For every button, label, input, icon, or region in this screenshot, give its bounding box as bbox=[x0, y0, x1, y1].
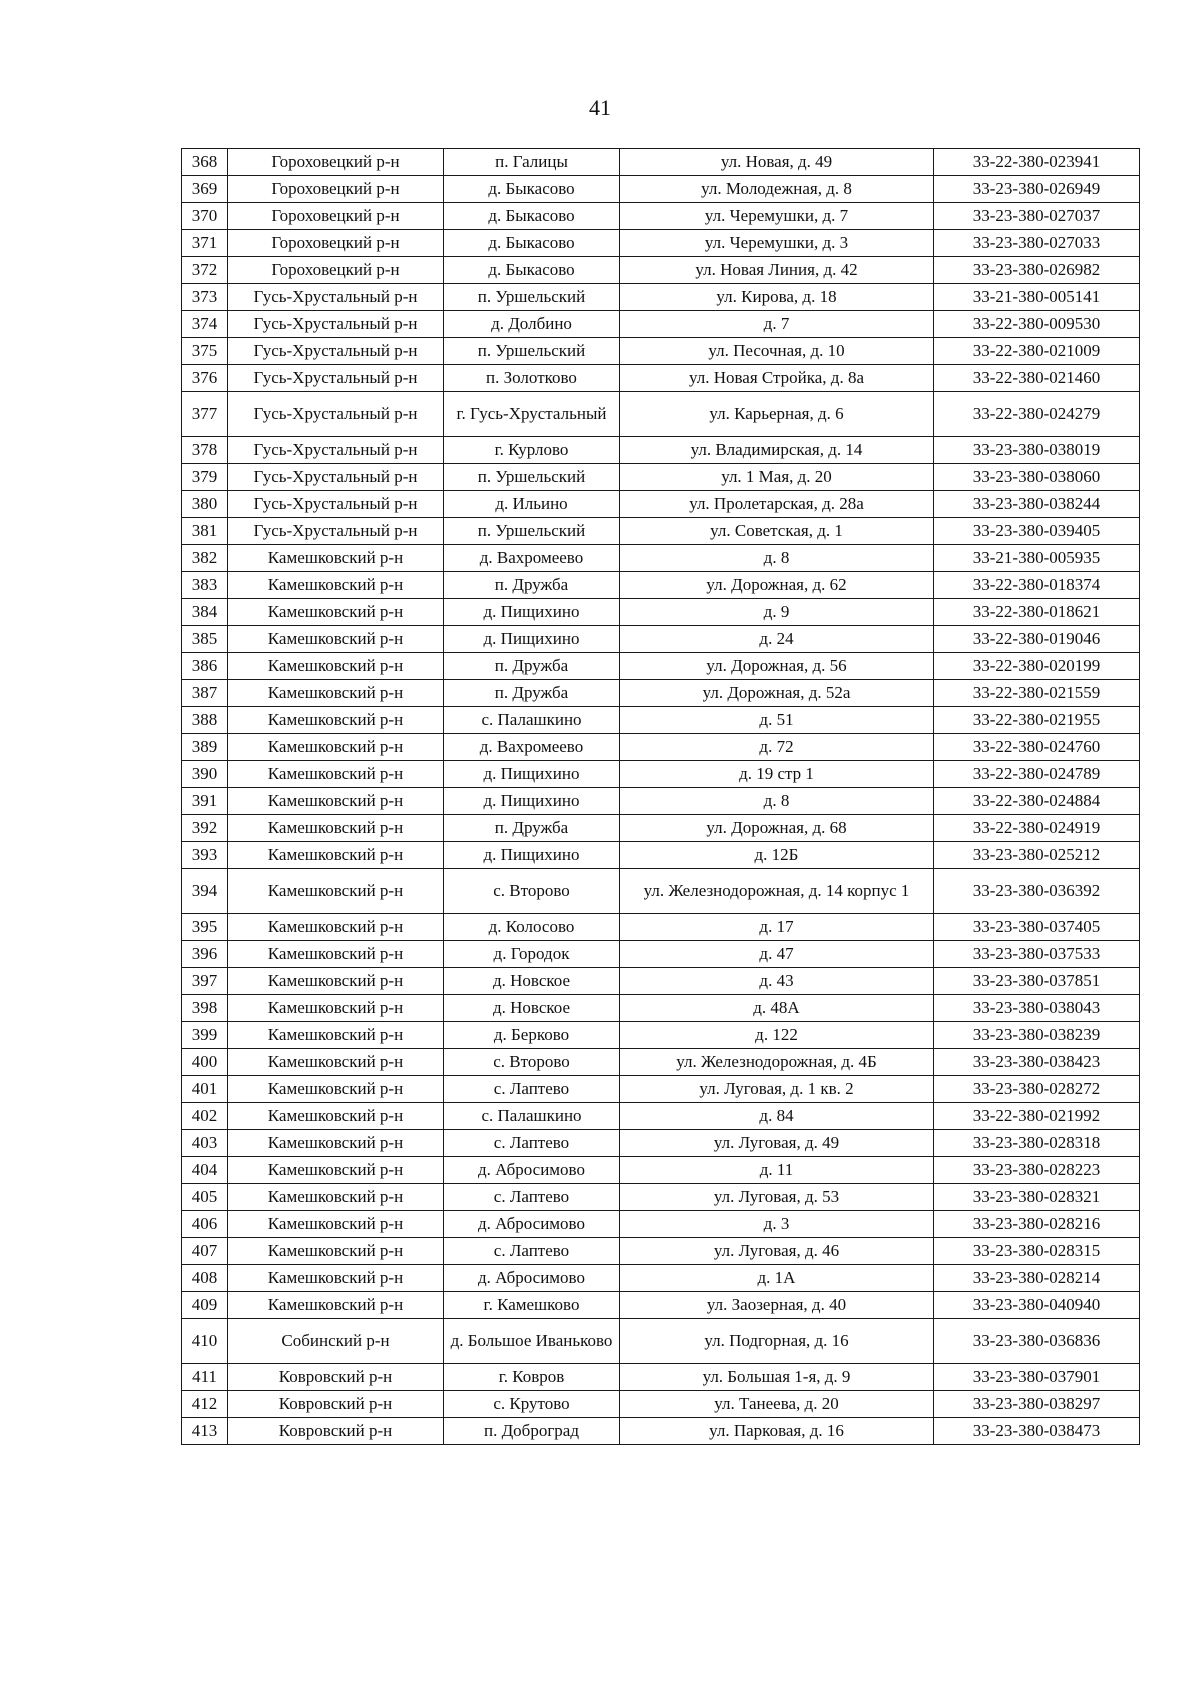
district-cell: Гороховецкий р-н bbox=[228, 176, 444, 203]
district-cell: Камешковский р-н bbox=[228, 1076, 444, 1103]
settlement-cell: с. Лаптево bbox=[444, 1238, 620, 1265]
cadastral-number-cell: 33-23-380-037901 bbox=[934, 1364, 1140, 1391]
address-cell: д. 12Б bbox=[620, 842, 934, 869]
row-number-cell: 397 bbox=[182, 968, 228, 995]
settlement-cell: д. Вахромеево bbox=[444, 734, 620, 761]
row-number-cell: 389 bbox=[182, 734, 228, 761]
settlement-cell: д. Городок bbox=[444, 941, 620, 968]
row-number-cell: 376 bbox=[182, 365, 228, 392]
table-row bbox=[182, 1391, 1140, 1418]
district-cell: Гусь-Хрустальный р-н bbox=[228, 392, 444, 437]
page-number: 41 bbox=[589, 95, 611, 120]
row-number-cell: 369 bbox=[182, 176, 228, 203]
address-cell: д. 8 bbox=[620, 545, 934, 572]
cadastral-number-cell: 33-23-380-028216 bbox=[934, 1211, 1140, 1238]
address-cell: д. 3 bbox=[620, 1211, 934, 1238]
address-cell: ул. Дорожная, д. 68 bbox=[620, 815, 934, 842]
cadastral-number-cell: 33-23-380-028223 bbox=[934, 1157, 1140, 1184]
table-row bbox=[182, 761, 1140, 788]
table-row bbox=[182, 365, 1140, 392]
cadastral-number-cell: 33-22-380-024789 bbox=[934, 761, 1140, 788]
cadastral-number-cell: 33-22-380-024919 bbox=[934, 815, 1140, 842]
address-cell: ул. 1 Мая, д. 20 bbox=[620, 464, 934, 491]
district-cell: Камешковский р-н bbox=[228, 941, 444, 968]
district-cell: Гусь-Хрустальный р-н bbox=[228, 365, 444, 392]
cadastral-number-cell: 33-23-380-028315 bbox=[934, 1238, 1140, 1265]
address-cell: ул. Луговая, д. 1 кв. 2 bbox=[620, 1076, 934, 1103]
address-cell: ул. Луговая, д. 46 bbox=[620, 1238, 934, 1265]
row-number-cell: 392 bbox=[182, 815, 228, 842]
district-cell: Камешковский р-н bbox=[228, 653, 444, 680]
table-row bbox=[182, 230, 1140, 257]
address-cell: ул. Новая, д. 49 bbox=[620, 149, 934, 176]
address-cell: д. 51 bbox=[620, 707, 934, 734]
cadastral-number-cell: 33-23-380-028214 bbox=[934, 1265, 1140, 1292]
settlement-cell: с. Лаптево bbox=[444, 1076, 620, 1103]
address-cell: д. 17 bbox=[620, 914, 934, 941]
row-number-cell: 403 bbox=[182, 1130, 228, 1157]
district-cell: Камешковский р-н bbox=[228, 1265, 444, 1292]
address-cell: ул. Танеева, д. 20 bbox=[620, 1391, 934, 1418]
cadastral-number-cell: 33-22-380-021559 bbox=[934, 680, 1140, 707]
cadastral-number-cell: 33-23-380-026949 bbox=[934, 176, 1140, 203]
address-cell: ул. Владимирская, д. 14 bbox=[620, 437, 934, 464]
table-row bbox=[182, 284, 1140, 311]
district-cell: Камешковский р-н bbox=[228, 914, 444, 941]
settlement-cell: д. Новское bbox=[444, 968, 620, 995]
address-cell: ул. Карьерная, д. 6 bbox=[620, 392, 934, 437]
address-cell: д. 11 bbox=[620, 1157, 934, 1184]
address-cell: ул. Железнодорожная, д. 4Б bbox=[620, 1049, 934, 1076]
cadastral-number-cell: 33-23-380-036836 bbox=[934, 1319, 1140, 1364]
settlement-cell: г. Ковров bbox=[444, 1364, 620, 1391]
settlement-cell: с. Второво bbox=[444, 869, 620, 914]
row-number-cell: 412 bbox=[182, 1391, 228, 1418]
district-cell: Собинский р-н bbox=[228, 1319, 444, 1364]
cadastral-number-cell: 33-23-380-040940 bbox=[934, 1292, 1140, 1319]
address-cell: д. 1А bbox=[620, 1265, 934, 1292]
district-cell: Камешковский р-н bbox=[228, 572, 444, 599]
table-row bbox=[182, 680, 1140, 707]
row-number-cell: 379 bbox=[182, 464, 228, 491]
row-number-cell: 387 bbox=[182, 680, 228, 707]
cadastral-number-cell: 33-22-380-023941 bbox=[934, 149, 1140, 176]
district-cell: Камешковский р-н bbox=[228, 1130, 444, 1157]
settlement-cell: д. Пищихино bbox=[444, 626, 620, 653]
cadastral-number-cell: 33-21-380-005935 bbox=[934, 545, 1140, 572]
district-cell: Гороховецкий р-н bbox=[228, 230, 444, 257]
table-row bbox=[182, 815, 1140, 842]
district-cell: Гусь-Хрустальный р-н bbox=[228, 338, 444, 365]
district-cell: Гороховецкий р-н bbox=[228, 257, 444, 284]
address-cell: ул. Песочная, д. 10 bbox=[620, 338, 934, 365]
address-cell: д. 19 стр 1 bbox=[620, 761, 934, 788]
table-row bbox=[182, 1022, 1140, 1049]
settlement-cell: д. Пищихино bbox=[444, 842, 620, 869]
table-row bbox=[182, 653, 1140, 680]
row-number-cell: 395 bbox=[182, 914, 228, 941]
row-number-cell: 388 bbox=[182, 707, 228, 734]
settlement-cell: д. Большое Иваньково bbox=[444, 1319, 620, 1364]
district-cell: Камешковский р-н bbox=[228, 1157, 444, 1184]
address-cell: д. 84 bbox=[620, 1103, 934, 1130]
district-cell: Камешковский р-н bbox=[228, 995, 444, 1022]
row-number-cell: 374 bbox=[182, 311, 228, 338]
row-number-cell: 411 bbox=[182, 1364, 228, 1391]
address-cell: ул. Луговая, д. 53 bbox=[620, 1184, 934, 1211]
table-row bbox=[182, 392, 1140, 437]
settlement-cell: п. Уршельский bbox=[444, 518, 620, 545]
address-cell: д. 9 bbox=[620, 599, 934, 626]
cadastral-number-cell: 33-23-380-036392 bbox=[934, 869, 1140, 914]
table-row bbox=[182, 626, 1140, 653]
settlement-cell: п. Галицы bbox=[444, 149, 620, 176]
settlement-cell: д. Абросимово bbox=[444, 1211, 620, 1238]
district-cell: Камешковский р-н bbox=[228, 788, 444, 815]
settlement-cell: д. Пищихино bbox=[444, 599, 620, 626]
address-cell: ул. Пролетарская, д. 28а bbox=[620, 491, 934, 518]
row-number-cell: 413 bbox=[182, 1418, 228, 1445]
settlement-cell: п. Дружба bbox=[444, 680, 620, 707]
table-row bbox=[182, 995, 1140, 1022]
table-row bbox=[182, 1130, 1140, 1157]
row-number-cell: 390 bbox=[182, 761, 228, 788]
table-row bbox=[182, 1238, 1140, 1265]
row-number-cell: 385 bbox=[182, 626, 228, 653]
row-number-cell: 394 bbox=[182, 869, 228, 914]
district-cell: Гусь-Хрустальный р-н bbox=[228, 518, 444, 545]
table-row bbox=[182, 1319, 1140, 1364]
table-row bbox=[182, 311, 1140, 338]
cadastral-number-cell: 33-23-380-025212 bbox=[934, 842, 1140, 869]
table-row bbox=[182, 1211, 1140, 1238]
row-number-cell: 375 bbox=[182, 338, 228, 365]
settlement-cell: д. Пищихино bbox=[444, 761, 620, 788]
table-row bbox=[182, 338, 1140, 365]
address-cell: д. 47 bbox=[620, 941, 934, 968]
district-cell: Камешковский р-н bbox=[228, 1022, 444, 1049]
table-row bbox=[182, 491, 1140, 518]
table-row bbox=[182, 1292, 1140, 1319]
settlement-cell: д. Абросимово bbox=[444, 1265, 620, 1292]
settlement-cell: п. Дружба bbox=[444, 572, 620, 599]
cadastral-number-cell: 33-23-380-028318 bbox=[934, 1130, 1140, 1157]
cadastral-number-cell: 33-22-380-020199 bbox=[934, 653, 1140, 680]
table-row bbox=[182, 1184, 1140, 1211]
district-cell: Камешковский р-н bbox=[228, 1238, 444, 1265]
table-row bbox=[182, 572, 1140, 599]
row-number-cell: 384 bbox=[182, 599, 228, 626]
cadastral-number-cell: 33-23-380-037851 bbox=[934, 968, 1140, 995]
table-row bbox=[182, 968, 1140, 995]
row-number-cell: 372 bbox=[182, 257, 228, 284]
row-number-cell: 377 bbox=[182, 392, 228, 437]
settlement-cell: п. Золотково bbox=[444, 365, 620, 392]
row-number-cell: 407 bbox=[182, 1238, 228, 1265]
settlement-cell: д. Пищихино bbox=[444, 788, 620, 815]
cadastral-number-cell: 33-22-380-021009 bbox=[934, 338, 1140, 365]
cadastral-number-cell: 33-23-380-028321 bbox=[934, 1184, 1140, 1211]
address-cell: д. 7 bbox=[620, 311, 934, 338]
row-number-cell: 381 bbox=[182, 518, 228, 545]
cadastral-number-cell: 33-22-380-018621 bbox=[934, 599, 1140, 626]
address-cell: ул. Новая Стройка, д. 8а bbox=[620, 365, 934, 392]
address-cell: д. 24 bbox=[620, 626, 934, 653]
row-number-cell: 393 bbox=[182, 842, 228, 869]
district-cell: Камешковский р-н bbox=[228, 680, 444, 707]
settlement-cell: д. Быкасово bbox=[444, 257, 620, 284]
address-cell: ул. Дорожная, д. 52а bbox=[620, 680, 934, 707]
address-cell: ул. Новая Линия, д. 42 bbox=[620, 257, 934, 284]
settlement-cell: д. Новское bbox=[444, 995, 620, 1022]
table-row bbox=[182, 734, 1140, 761]
address-cell: ул. Советская, д. 1 bbox=[620, 518, 934, 545]
row-number-cell: 370 bbox=[182, 203, 228, 230]
district-cell: Ковровский р-н bbox=[228, 1364, 444, 1391]
address-cell: д. 48А bbox=[620, 995, 934, 1022]
table-row bbox=[182, 437, 1140, 464]
row-number-cell: 380 bbox=[182, 491, 228, 518]
settlement-cell: д. Колосово bbox=[444, 914, 620, 941]
row-number-cell: 378 bbox=[182, 437, 228, 464]
row-number-cell: 382 bbox=[182, 545, 228, 572]
district-cell: Камешковский р-н bbox=[228, 1211, 444, 1238]
table-row bbox=[182, 1049, 1140, 1076]
address-cell: д. 122 bbox=[620, 1022, 934, 1049]
row-number-cell: 399 bbox=[182, 1022, 228, 1049]
settlement-cell: с. Крутово bbox=[444, 1391, 620, 1418]
district-cell: Камешковский р-н bbox=[228, 815, 444, 842]
row-number-cell: 386 bbox=[182, 653, 228, 680]
registry-table bbox=[181, 148, 1140, 1445]
table-row bbox=[182, 788, 1140, 815]
row-number-cell: 383 bbox=[182, 572, 228, 599]
cadastral-number-cell: 33-23-380-037405 bbox=[934, 914, 1140, 941]
table-row bbox=[182, 518, 1140, 545]
table-row bbox=[182, 707, 1140, 734]
address-cell: д. 43 bbox=[620, 968, 934, 995]
cadastral-number-cell: 33-23-380-039405 bbox=[934, 518, 1140, 545]
row-number-cell: 400 bbox=[182, 1049, 228, 1076]
cadastral-number-cell: 33-22-380-024884 bbox=[934, 788, 1140, 815]
settlement-cell: с. Палашкино bbox=[444, 707, 620, 734]
address-cell: ул. Дорожная, д. 56 bbox=[620, 653, 934, 680]
table-row bbox=[182, 176, 1140, 203]
table-row bbox=[182, 914, 1140, 941]
row-number-cell: 405 bbox=[182, 1184, 228, 1211]
row-number-cell: 402 bbox=[182, 1103, 228, 1130]
cadastral-number-cell: 33-23-380-038297 bbox=[934, 1391, 1140, 1418]
district-cell: Камешковский р-н bbox=[228, 1049, 444, 1076]
table-row bbox=[182, 599, 1140, 626]
district-cell: Камешковский р-н bbox=[228, 968, 444, 995]
row-number-cell: 410 bbox=[182, 1319, 228, 1364]
district-cell: Камешковский р-н bbox=[228, 545, 444, 572]
district-cell: Гусь-Хрустальный р-н bbox=[228, 437, 444, 464]
district-cell: Гороховецкий р-н bbox=[228, 203, 444, 230]
cadastral-number-cell: 33-23-380-038244 bbox=[934, 491, 1140, 518]
cadastral-number-cell: 33-23-380-037533 bbox=[934, 941, 1140, 968]
cadastral-number-cell: 33-23-380-027037 bbox=[934, 203, 1140, 230]
cadastral-number-cell: 33-22-380-019046 bbox=[934, 626, 1140, 653]
row-number-cell: 406 bbox=[182, 1211, 228, 1238]
cadastral-number-cell: 33-22-380-021460 bbox=[934, 365, 1140, 392]
settlement-cell: с. Палашкино bbox=[444, 1103, 620, 1130]
settlement-cell: г. Курлово bbox=[444, 437, 620, 464]
address-cell: ул. Черемушки, д. 7 bbox=[620, 203, 934, 230]
cadastral-number-cell: 33-22-380-009530 bbox=[934, 311, 1140, 338]
row-number-cell: 401 bbox=[182, 1076, 228, 1103]
cadastral-number-cell: 33-23-380-038473 bbox=[934, 1418, 1140, 1445]
row-number-cell: 373 bbox=[182, 284, 228, 311]
cadastral-number-cell: 33-22-380-018374 bbox=[934, 572, 1140, 599]
row-number-cell: 398 bbox=[182, 995, 228, 1022]
cadastral-number-cell: 33-22-380-024760 bbox=[934, 734, 1140, 761]
table-row bbox=[182, 869, 1140, 914]
cadastral-number-cell: 33-22-380-021992 bbox=[934, 1103, 1140, 1130]
row-number-cell: 404 bbox=[182, 1157, 228, 1184]
district-cell: Камешковский р-н bbox=[228, 1292, 444, 1319]
settlement-cell: д. Берково bbox=[444, 1022, 620, 1049]
address-cell: ул. Подгорная, д. 16 bbox=[620, 1319, 934, 1364]
district-cell: Камешковский р-н bbox=[228, 1103, 444, 1130]
district-cell: Камешковский р-н bbox=[228, 599, 444, 626]
district-cell: Гусь-Хрустальный р-н bbox=[228, 284, 444, 311]
row-number-cell: 396 bbox=[182, 941, 228, 968]
table-row bbox=[182, 149, 1140, 176]
settlement-cell: г. Камешково bbox=[444, 1292, 620, 1319]
row-number-cell: 408 bbox=[182, 1265, 228, 1292]
settlement-cell: п. Дружба bbox=[444, 815, 620, 842]
district-cell: Ковровский р-н bbox=[228, 1418, 444, 1445]
row-number-cell: 409 bbox=[182, 1292, 228, 1319]
settlement-cell: д. Быкасово bbox=[444, 203, 620, 230]
address-cell: ул. Большая 1-я, д. 9 bbox=[620, 1364, 934, 1391]
cadastral-number-cell: 33-22-380-024279 bbox=[934, 392, 1140, 437]
settlement-cell: с. Второво bbox=[444, 1049, 620, 1076]
row-number-cell: 371 bbox=[182, 230, 228, 257]
table-row bbox=[182, 1418, 1140, 1445]
table-row bbox=[182, 1364, 1140, 1391]
cadastral-number-cell: 33-23-380-038060 bbox=[934, 464, 1140, 491]
district-cell: Гусь-Хрустальный р-н bbox=[228, 491, 444, 518]
settlement-cell: д. Быкасово bbox=[444, 230, 620, 257]
cadastral-number-cell: 33-22-380-021955 bbox=[934, 707, 1140, 734]
registry-table-body bbox=[182, 149, 1140, 1445]
district-cell: Ковровский р-н bbox=[228, 1391, 444, 1418]
settlement-cell: д. Абросимово bbox=[444, 1157, 620, 1184]
settlement-cell: д. Быкасово bbox=[444, 176, 620, 203]
table-row bbox=[182, 941, 1140, 968]
settlement-cell: п. Уршельский bbox=[444, 464, 620, 491]
table-row bbox=[182, 545, 1140, 572]
cadastral-number-cell: 33-23-380-038239 bbox=[934, 1022, 1140, 1049]
settlement-cell: г. Гусь-Хрустальный bbox=[444, 392, 620, 437]
district-cell: Камешковский р-н bbox=[228, 842, 444, 869]
address-cell: ул. Молодежная, д. 8 bbox=[620, 176, 934, 203]
address-cell: ул. Парковая, д. 16 bbox=[620, 1418, 934, 1445]
cadastral-number-cell: 33-23-380-028272 bbox=[934, 1076, 1140, 1103]
district-cell: Гусь-Хрустальный р-н bbox=[228, 311, 444, 338]
settlement-cell: д. Ильино bbox=[444, 491, 620, 518]
table-row bbox=[182, 257, 1140, 284]
district-cell: Камешковский р-н bbox=[228, 1184, 444, 1211]
table-row bbox=[182, 464, 1140, 491]
district-cell: Камешковский р-н bbox=[228, 869, 444, 914]
district-cell: Гороховецкий р-н bbox=[228, 149, 444, 176]
cadastral-number-cell: 33-23-380-038043 bbox=[934, 995, 1140, 1022]
settlement-cell: п. Дружба bbox=[444, 653, 620, 680]
table-row bbox=[182, 1076, 1140, 1103]
cadastral-number-cell: 33-23-380-038019 bbox=[934, 437, 1140, 464]
cadastral-number-cell: 33-21-380-005141 bbox=[934, 284, 1140, 311]
cadastral-number-cell: 33-23-380-026982 bbox=[934, 257, 1140, 284]
cadastral-number-cell: 33-23-380-027033 bbox=[934, 230, 1140, 257]
cadastral-number-cell: 33-23-380-038423 bbox=[934, 1049, 1140, 1076]
row-number-cell: 391 bbox=[182, 788, 228, 815]
address-cell: ул. Железнодорожная, д. 14 корпус 1 bbox=[620, 869, 934, 914]
table-row bbox=[182, 842, 1140, 869]
address-cell: ул. Кирова, д. 18 bbox=[620, 284, 934, 311]
address-cell: ул. Черемушки, д. 3 bbox=[620, 230, 934, 257]
district-cell: Камешковский р-н bbox=[228, 626, 444, 653]
settlement-cell: п. Доброград bbox=[444, 1418, 620, 1445]
district-cell: Гусь-Хрустальный р-н bbox=[228, 464, 444, 491]
settlement-cell: д. Долбино bbox=[444, 311, 620, 338]
address-cell: д. 8 bbox=[620, 788, 934, 815]
table-row bbox=[182, 1157, 1140, 1184]
row-number-cell: 368 bbox=[182, 149, 228, 176]
district-cell: Камешковский р-н bbox=[228, 761, 444, 788]
address-cell: ул. Луговая, д. 49 bbox=[620, 1130, 934, 1157]
district-cell: Камешковский р-н bbox=[228, 734, 444, 761]
table-row bbox=[182, 203, 1140, 230]
district-cell: Камешковский р-н bbox=[228, 707, 444, 734]
settlement-cell: с. Лаптево bbox=[444, 1130, 620, 1157]
settlement-cell: п. Уршельский bbox=[444, 338, 620, 365]
table-row bbox=[182, 1265, 1140, 1292]
address-cell: д. 72 bbox=[620, 734, 934, 761]
settlement-cell: п. Уршельский bbox=[444, 284, 620, 311]
address-cell: ул. Заозерная, д. 40 bbox=[620, 1292, 934, 1319]
settlement-cell: д. Вахромеево bbox=[444, 545, 620, 572]
settlement-cell: с. Лаптево bbox=[444, 1184, 620, 1211]
address-cell: ул. Дорожная, д. 62 bbox=[620, 572, 934, 599]
table-row bbox=[182, 1103, 1140, 1130]
